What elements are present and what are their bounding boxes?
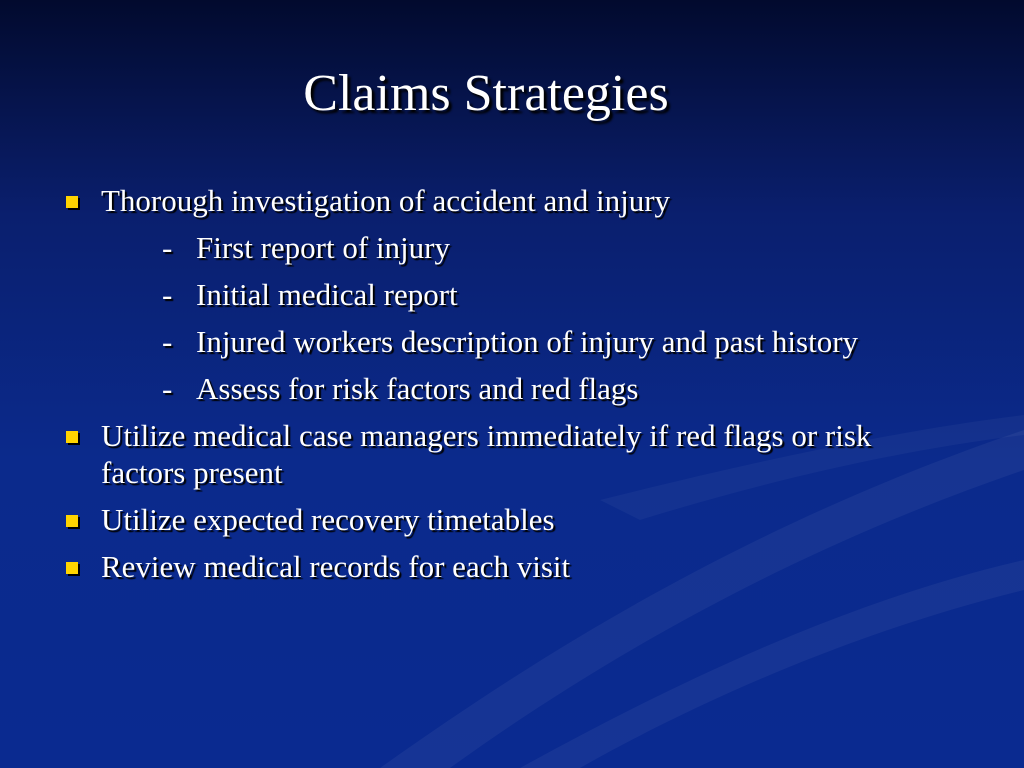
dash-marker: - xyxy=(162,371,173,406)
sub-item xyxy=(62,370,962,407)
bullet-text: Thorough investigation of accident and injury xyxy=(101,183,671,218)
square-bullet-icon xyxy=(66,196,78,208)
slide-title: Claims Strategies xyxy=(303,65,669,122)
bullet-text: Review medical records for each visit xyxy=(101,549,571,584)
bullet-item xyxy=(62,417,962,491)
sub-item-text-wrap xyxy=(98,323,962,360)
bullet-text: Utilize expected recovery timetables xyxy=(101,502,555,537)
sub-item xyxy=(62,229,962,266)
dash-marker: - xyxy=(162,324,173,359)
square-bullet-icon xyxy=(66,562,78,574)
square-bullet-icon xyxy=(66,515,78,527)
sub-item-text: First report of injury xyxy=(196,230,450,265)
sub-item xyxy=(62,276,962,313)
sub-item-text-wrap xyxy=(98,229,962,266)
sub-item xyxy=(62,323,962,360)
dash-marker: - xyxy=(162,277,173,312)
slide-content xyxy=(62,182,962,595)
sub-item-text: Initial medical report xyxy=(196,277,458,312)
bullet-item xyxy=(62,182,962,219)
sub-item-text: Assess for risk factors and red flags xyxy=(196,371,639,406)
bullet-item xyxy=(62,501,962,538)
bullet-item xyxy=(62,548,962,585)
dash-marker: - xyxy=(162,230,173,265)
square-bullet-icon xyxy=(66,431,78,443)
sub-item-text-wrap xyxy=(98,276,962,313)
sub-item-text: Injured workers description of injury and past history xyxy=(196,324,859,359)
sub-item-text-wrap xyxy=(98,370,962,407)
bullet-text: Utilize medical case managers immediately if red flags or risk factors present xyxy=(101,418,872,490)
